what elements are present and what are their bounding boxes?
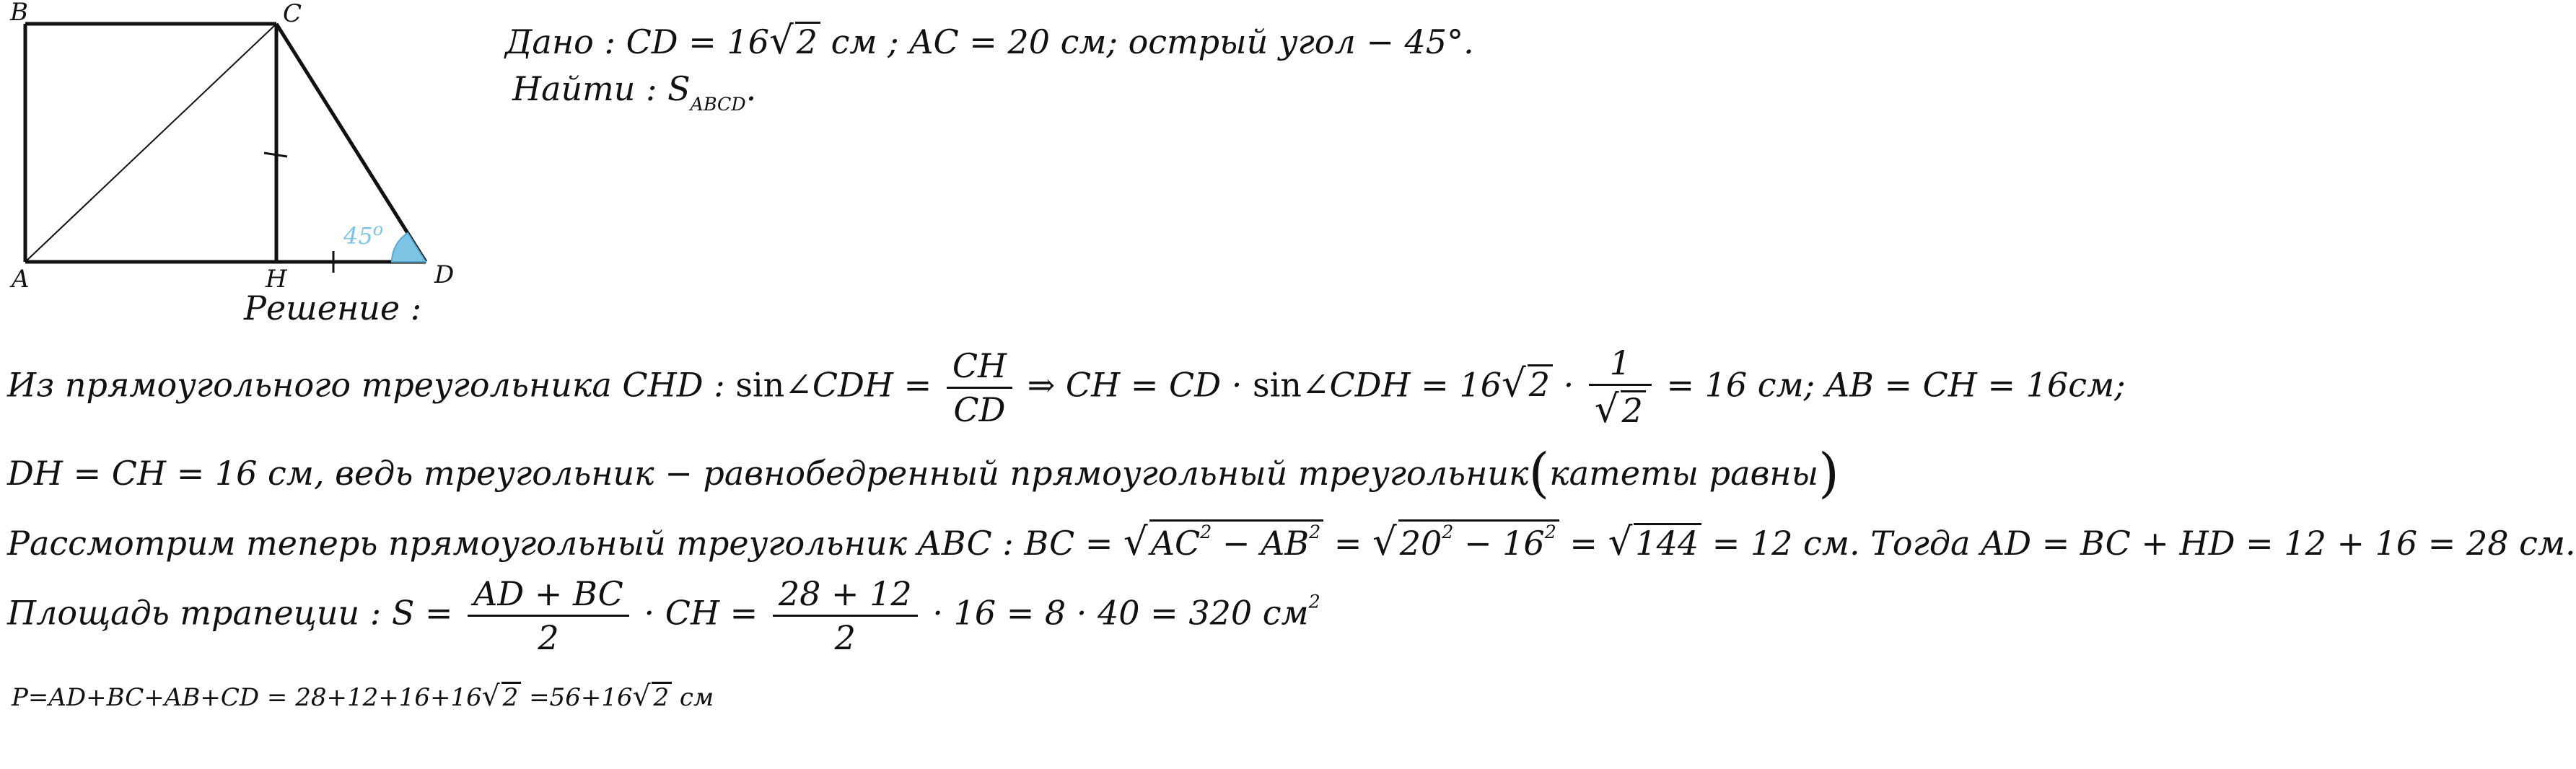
fraction-sqrt2-denominator: √2 xyxy=(1589,386,1652,429)
line1-radicand: 2 xyxy=(1528,364,1553,401)
sqrt-sign: √ xyxy=(481,680,500,713)
angle-label: 45$^o$ xyxy=(343,219,384,250)
line1-mid: ⇒ CH = CD · xyxy=(1017,365,1253,405)
fraction-28-12-denominator: 2 xyxy=(834,618,856,657)
given-label: Дано : xyxy=(505,22,615,61)
radical-ac-ab: $AC^2 - AB^2$ xyxy=(1149,519,1323,560)
find-line xyxy=(512,69,757,115)
given-cd-suffix: см ; AC = 20 см; острый угол − 45°. xyxy=(831,22,1474,61)
solution-line-3 xyxy=(7,519,2576,562)
solution-line-2 xyxy=(7,443,1839,504)
line4-intro: Площадь трапеции : S = xyxy=(7,593,464,633)
fraction-one-over-sqrt2 xyxy=(1589,343,1652,431)
label-h: H xyxy=(266,265,287,294)
line3-eq-2: = xyxy=(1559,523,1608,563)
label-b: B xyxy=(10,0,28,27)
angle-arc-d xyxy=(392,233,426,262)
solution-title: Решение : xyxy=(244,289,422,328)
perimeter-radicand-2: 2 xyxy=(652,682,672,710)
sqrt-sign: √ xyxy=(1594,387,1619,431)
sqrt-sign: √ xyxy=(1501,361,1526,406)
perimeter-prefix: P=AD+BC+AB+CD = 28+12+16+16 xyxy=(12,683,482,712)
line4-tail-power: 2 xyxy=(1308,591,1320,612)
line2-text: DH = CH = 16 см, ведь треугольник − равнобедренный прямоугольный треугольник xyxy=(7,454,1529,493)
solution-line-4 xyxy=(7,574,1320,657)
line1-sin-2: sin xyxy=(1252,365,1302,405)
paren-open: ( xyxy=(1528,443,1550,504)
sqrt-sign: √ xyxy=(1123,519,1148,564)
solution-line-1 xyxy=(7,343,2126,431)
line2-paren-text: катеты равны xyxy=(1549,454,1819,493)
fraction-ad-bc-denominator: 2 xyxy=(538,618,559,657)
sqrt-sign: √ xyxy=(1372,519,1397,564)
line3-tail: = 12 см. Тогда AD = BC + HD = 12 + 16 = 28 см. xyxy=(1701,523,2576,563)
paren-close: ) xyxy=(1818,443,1839,504)
line1-dot: · xyxy=(1552,365,1585,405)
line1-intro: Из прямоугольного треугольника CHD : xyxy=(7,365,736,405)
find-s-symbol: S xyxy=(667,69,691,108)
given-line xyxy=(505,19,1474,63)
find-s-subscript: ABCD xyxy=(690,93,746,115)
perimeter-radicand-1: 2 xyxy=(501,682,522,710)
find-s-suffix: . xyxy=(745,69,757,108)
perimeter-mid: =56+16 xyxy=(521,683,633,712)
sqrt-sign: √ xyxy=(1608,519,1633,564)
line1-tail: = 16 см; AB = CH = 16см; xyxy=(1655,365,2126,405)
fraction-ad-bc-numerator: AD + BC xyxy=(468,577,629,617)
perimeter-line xyxy=(12,682,714,711)
sqrt-sign: √ xyxy=(768,19,794,63)
line1-sin: sin xyxy=(735,365,785,405)
given-cd-radicand: 2 xyxy=(795,22,820,58)
trapezoid-diagram xyxy=(0,0,476,310)
fraction-ch-cd-denominator: CD xyxy=(953,390,1006,429)
find-label: Найти : xyxy=(512,69,657,108)
line4-mid: · CH = xyxy=(633,593,768,633)
fraction-28-12 xyxy=(773,574,918,657)
label-c: C xyxy=(283,0,302,28)
radical-20-16: $20^2 - 16^2$ xyxy=(1398,519,1559,560)
line4-tail: · 16 = 8 · 40 = 320 см xyxy=(921,593,1309,633)
fraction-ad-bc xyxy=(468,574,629,657)
given-cd-prefix: CD = 16 xyxy=(626,22,769,61)
radical-144: 144 xyxy=(1634,523,1701,560)
perimeter-suffix: см xyxy=(672,683,714,712)
fraction-ch-cd-numerator: CH xyxy=(947,349,1012,389)
line3-eq-1: = xyxy=(1323,523,1372,563)
fraction-one-numerator: 1 xyxy=(1589,346,1652,386)
label-d: D xyxy=(434,260,455,289)
line1-angle-2: ∠CDH = 16 xyxy=(1301,365,1502,405)
line1-angle: ∠CDH = xyxy=(784,365,942,405)
line3-intro: Рассмотрим теперь прямоугольный треугольник ABC : BC = xyxy=(7,523,1124,563)
fraction-ch-cd xyxy=(947,346,1012,429)
diagonal-ac xyxy=(25,24,276,262)
label-a: A xyxy=(12,265,30,294)
sqrt-sign: √ xyxy=(632,680,651,713)
fraction-28-12-numerator: 28 + 12 xyxy=(773,577,918,617)
